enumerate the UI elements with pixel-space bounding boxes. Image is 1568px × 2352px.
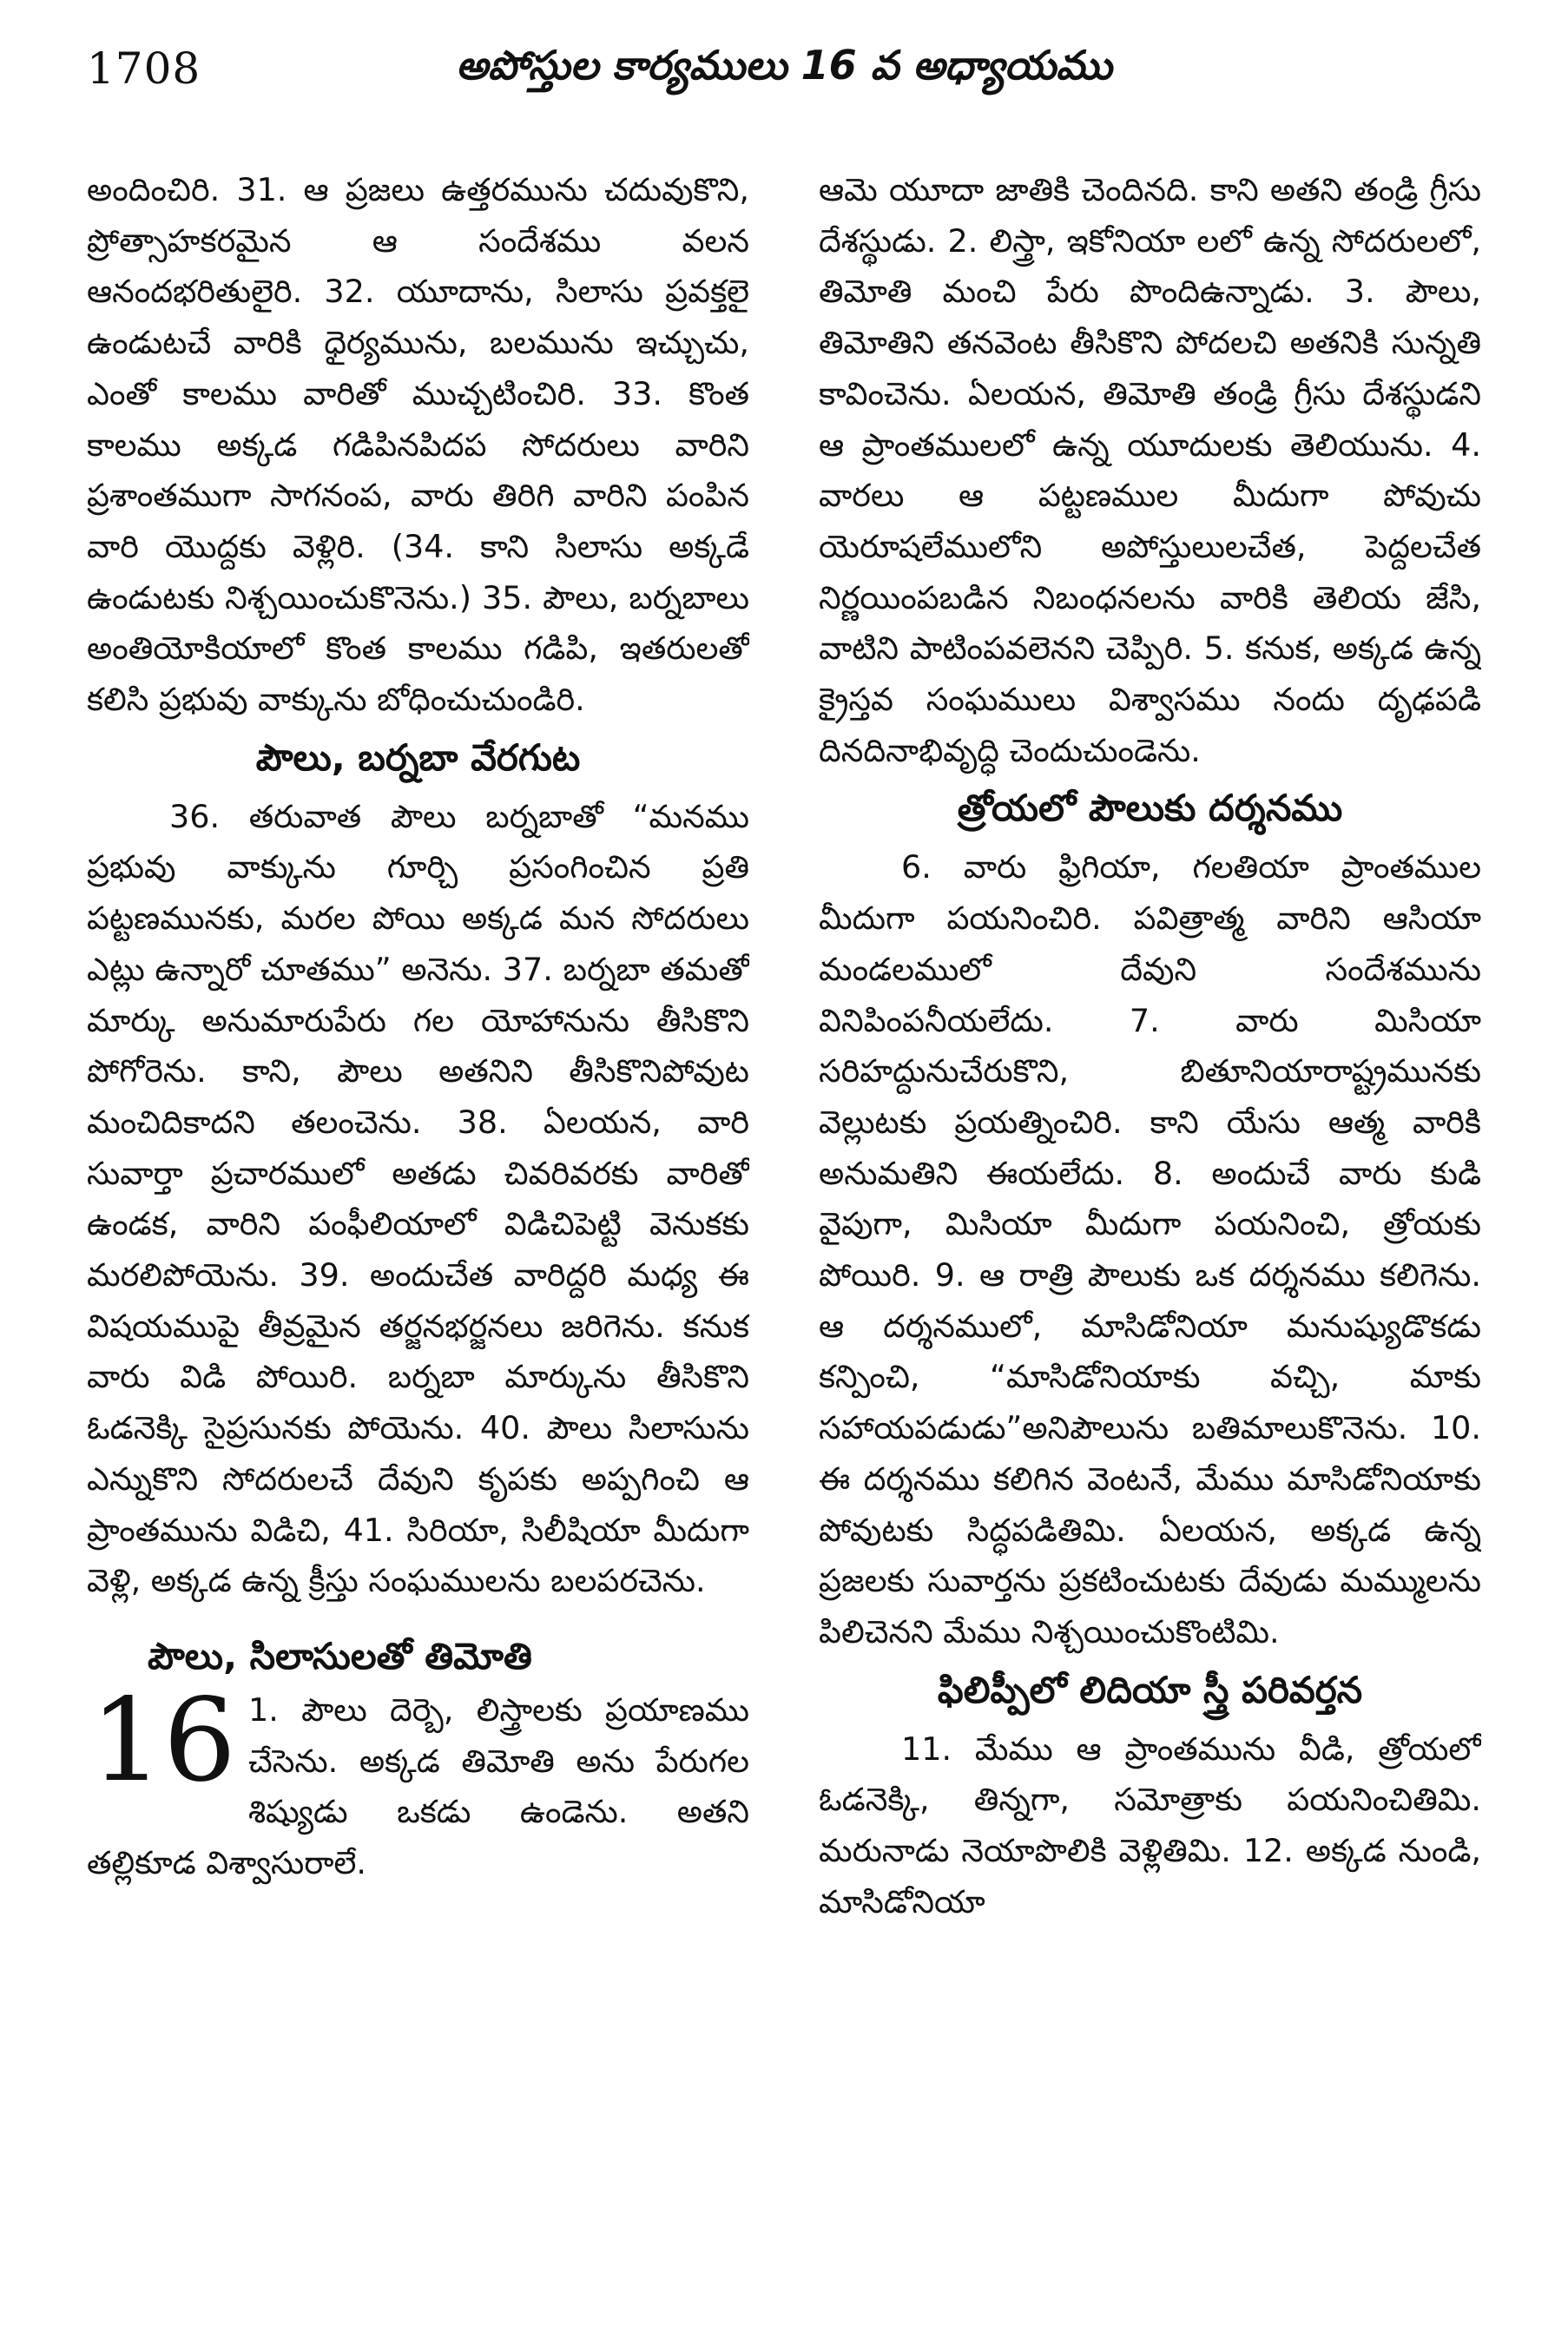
- page-number: 1708: [87, 43, 201, 94]
- paragraph: అందించిరి. 31. ఆ ప్రజలు ఉత్తరమును చదువుకొని, ప్రోత్సాహకరమైన ఆ సందేశము వలన ఆనందభరితులైరి. 32. యూదాను, సిలాసు ప్రవక్తలై ఉండుటచే వారికి ధైర్యమును, బలమును ఇచ్చుచు, ఎంతో కాలము వారితో ముచ్చటించిరి. 33. కొంత కాలము అక్కడ గడిపినపిదప సోదరులు వారిని ప్రశాంతముగా సాగనంప, వారు తిరిగి వారిని పంపిన వారి యొద్దకు వెళ్లిరి. (34. కాని సిలాసు అక్కడే ఉండుటకు నిశ్చయించుకొనెను.) 35. పౌలు, బర్నబాలు అంతియోకియాలో కొంత కాలము గడిపి, ఇతరులతో కలిసి ప్రభువు వాక్కును బోధించుచుండిరి.: [87, 171, 749, 719]
- paragraph: ఆమె యూదా జాతికి చెందినది. కాని అతని తండ్రి గ్రీసు దేశస్థుడు. 2. లిస్త్రా, ఇకోనియా లలో ఉన్న సోదరులలో, తిమోతి మంచి పేరు పొందిఉన్నాడు. 3. పౌలు, తిమోతిని తనవెంట తీసికొని పోదలచి అతనికి సున్నతి కావించెను. ఏలయన, తిమోతి తండ్రి గ్రీసు దేశస్థుడని ఆ ప్రాంతములలో ఉన్న యూదులకు తెలియును. 4. వారలు ఆ పట్టణముల మీదుగా పోవుచు యెరూషలేములోని అపోస్తులులచేత, పెద్దలచేత నిర్ణయింపబడిన నిబంధనలను వారికి తెలియ జేసి, వాటిని పాటింపవలెనని చెప్పిరి. 5. కనుక, అక్కడ ఉన్న క్రైస్తవ సంఘములు విశ్వాసము నందు దృఢపడి దినదినాభివృద్ధి చెందుచుండెను.: [819, 171, 1481, 769]
- text-columns: [87, 165, 1481, 2336]
- running-title: అపోస్తుల కార్యములు 16 వ అధ్యాయము: [456, 42, 1112, 89]
- left-column: [87, 165, 749, 2336]
- section-heading: పౌలు, బర్నబా వేరగుట: [255, 735, 581, 779]
- section-heading: ఫిలిప్పీలో లిదియా స్త్రీ పరివర్తన: [937, 1668, 1363, 1711]
- paragraph: 1. పౌలు దెర్బె, లిస్త్రాలకు ప్రయాణము చేసెను. అక్కడ తిమోతి అను పేరుగల శిష్యుడు ఒకడు ఉండెను. అతని తల్లికూడ విశ్వాసురాలే.: [87, 1690, 749, 1882]
- page-header: [87, 38, 1481, 116]
- chapter-start: [87, 1630, 749, 1889]
- chapter-number: 16: [90, 1673, 236, 1808]
- right-column: [819, 165, 1481, 2336]
- paragraph: 11. మేము ఆ ప్రాంతమును వీడి, త్రోయలో ఓడనెక్కి, తిన్నగా, సమోత్రాకు పయనించితిమి. మరునాడు నెయాపొలికి వెళ్లితిమి. 12. అక్కడ నుండి, మాసిడోనియా: [819, 1729, 1481, 1920]
- paragraph: 36. తరువాత పౌలు బర్నబాతో “మనము ప్రభువు వాక్కును గూర్చి ప్రసంగించిన ప్రతి పట్టణమునకు, మరల పోయి అక్కడ మన సోదరులు ఎట్లు ఉన్నారో చూతము” అనెను. 37. బర్నబా తమతో మార్కు అనుమారుపేరు గల యోహానును తీసికొని పోగోరెను. కాని, పౌలు అతనిని తీసికొనిపోవుట మంచిదికాదని తలంచెను. 38. ఏలయన, వారి సువార్తా ప్రచారములో అతడు చివరివరకు వారితో ఉండక, వారిని పంఫీలియాలో విడిచిపెట్టి వెనుకకు మరలిపోయెను. 39. అందుచేత వారిద్దరి మధ్య ఈ విషయముపై తీవ్రమైన తర్జనభర్జనలు జరిగెను. కనుక వారు విడి పోయిరి. బర్నబా మార్కును తీసికొని ఓడనెక్కి సైప్రసునకు పోయెను. 40. పౌలు సిలాసును ఎన్నుకొని సోదరులచే దేవుని కృపకు అప్పగించి ఆ ప్రాంతమును విడిచి, 41. సిరియా, సిలీషియా మీదుగా వెళ్లి, అక్కడ ఉన్న క్రీస్తు సంఘములను బలపరచెను.: [87, 797, 749, 1600]
- section-heading: పౌలు, సిలాసులతో తిమోతి: [148, 1634, 532, 1677]
- paragraph: 6. వారు ఫ్రిగియా, గలతియా ప్రాంతముల మీదుగా పయనించిరి. పవిత్రాత్మ వారిని ఆసియా మండలములో దేవుని సందేశమును వినిపింపనీయలేదు. 7. వారు మిసియా సరిహద్దునుచేరుకొని, బితూనియారాష్ట్రమునకు వెల్లుటకు ప్రయత్నించిరి. కాని యేసు ఆత్మ వారికి అనుమతిని ఈయలేదు. 8. అందుచే వారు కుడి వైపుగా, మిసియా మీదుగా పయనించి, త్రోయకు పోయిరి. 9. ఆ రాత్రి పౌలుకు ఒక దర్శనము కలిగెను. ఆ దర్శనములో, మాసిడోనియా మనుష్యుడొకడు కన్పించి, “మాసిడోనియాకు వచ్చి, మాకు సహాయపడుడు”అనిపౌలును బతిమాలుకొనెను. 10. ఈ దర్శనము కలిగిన వెంటనే, మేము మాసిడోనియాకు పోవుటకు సిద్ధపడితిమి. ఏలయన, అక్కడ ఉన్న ప్రజలకు సువార్తను ప్రకటించుటకు దేవుడు మమ్ములను పిలిచెనని మేము నిశ్చయించుకొంటిమి.: [819, 848, 1481, 1650]
- section-heading: త్రోయలో పౌలుకు దర్శనము: [957, 787, 1343, 830]
